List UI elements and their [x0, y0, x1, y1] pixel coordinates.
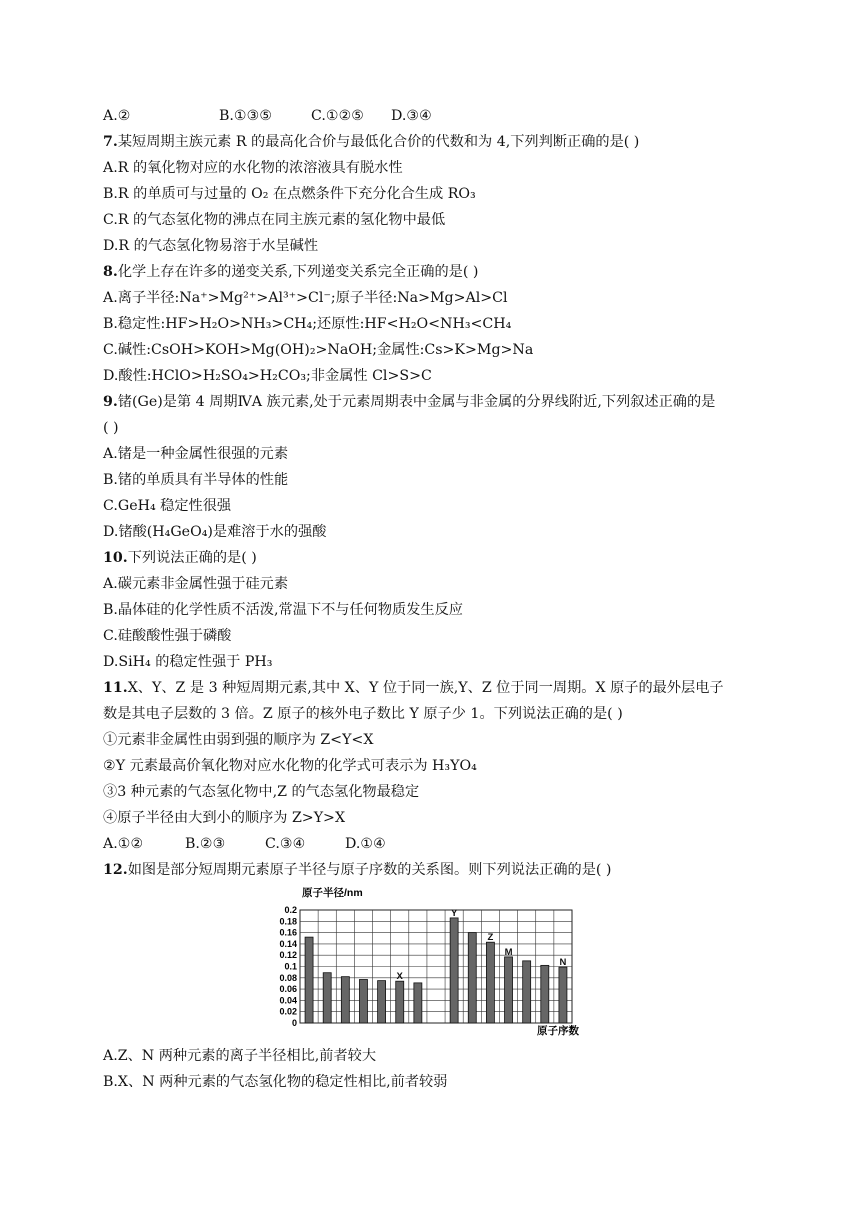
bar-label: Z — [487, 932, 494, 944]
q11-option-c: C.③④ — [265, 836, 306, 852]
q12-option-b: B.X、N 两种元素的气态氢化物的稳定性相比,前者较弱 — [103, 1074, 448, 1090]
q10-option-a: A.碳元素非金属性强于硅元素 — [103, 576, 289, 592]
q8-option-b: B.稳定性:HF>H₂O>NH₃>CH₄;还原性:HF<H₂O<NH₃<CH₄ — [103, 316, 512, 332]
q8-option-c: C.碱性:CsOH>KOH>Mg(OH)₂>NaOH;金属性:Cs>K>Mg>Na — [103, 342, 534, 358]
bar — [541, 965, 549, 1023]
question-number: 9. — [103, 394, 118, 410]
q10-option-c: C.硅酸酸性强于磷酸 — [103, 628, 232, 644]
q7-option-a: A.R 的氧化物对应的水化物的浓溶液具有脱水性 — [103, 160, 403, 176]
bar — [378, 981, 386, 1023]
question-number: 10. — [103, 550, 128, 566]
bar — [396, 981, 404, 1023]
q10-option-b: B.晶体硅的化学性质不活泼,常温下不与任何物质发生反应 — [103, 602, 463, 618]
bar-label: M — [504, 946, 513, 958]
q7-option-c: C.R 的气态氢化物的沸点在同主族元素的氢化物中最低 — [103, 212, 446, 228]
q9-option-d: D.锗酸(H₄GeO₄)是难溶于水的强酸 — [103, 524, 327, 540]
question-number: 8. — [103, 264, 118, 280]
bar — [450, 918, 458, 1023]
q8-option-a: A.离子半径:Na⁺>Mg²⁺>Al³⁺>Cl⁻;原子半径:Na>Mg>Al>Cl — [103, 290, 508, 306]
y-tick-label: 0.12 — [279, 950, 297, 961]
bar-label: Y — [450, 907, 458, 919]
y-tick-label: 0 — [291, 1018, 297, 1028]
y-tick-label: 0.16 — [279, 927, 297, 938]
bar-label: N — [559, 957, 567, 969]
q9-option-c: C.GeH₄ 稳定性很强 — [103, 498, 232, 514]
q12-option-a: A.Z、N 两种元素的离子半径相比,前者较大 — [103, 1048, 377, 1064]
q11-stem-line2: 数是其电子层数的 3 倍。Z 原子的核外电子数比 Y 原子少 1。下列说法正确的是( ) — [103, 706, 623, 722]
q7-stem — [103, 132, 639, 152]
y-tick-label: 0.02 — [279, 1006, 297, 1017]
question-text: 某短周期主族元素 R 的最高化合价与最低化合价的代数和为 4,下列判断正确的是( ) — [117, 134, 640, 150]
q7-option-d: D.R 的气态氢化物易溶于水呈碱性 — [103, 238, 319, 254]
bar — [523, 961, 531, 1023]
chart-bars — [305, 918, 567, 1023]
x-axis-label: 原子序数 — [537, 1025, 579, 1037]
q9-option-a: A.锗是一种金属性很强的元素 — [103, 446, 289, 462]
q11-option-b: B.②③ — [185, 836, 226, 852]
question-number: 12. — [103, 862, 128, 878]
q11-statement-2: ②Y 元素最高价氧化物对应水化物的化学式可表示为 H₃YO₄ — [103, 758, 477, 774]
q6-option-b: B.①③⑤ — [219, 108, 273, 124]
atomic-radius-chart — [262, 885, 602, 1040]
y-tick-label: 0.14 — [279, 938, 297, 949]
chart-grid — [300, 907, 572, 1023]
bar — [323, 973, 331, 1023]
q11-option-a: A.①② — [103, 836, 144, 852]
q11-options — [103, 834, 386, 854]
q8-option-d: D.酸性:HClO>H₂SO₄>H₂CO₃;非金属性 Cl>S>C — [103, 368, 432, 384]
q9-stem — [103, 392, 715, 412]
question-text: 化学上存在许多的递变关系,下列递变关系完全正确的是( ) — [117, 264, 479, 280]
q8-stem — [103, 262, 478, 282]
y-axis-ticks — [279, 905, 297, 1028]
y-tick-label: 0.04 — [279, 995, 297, 1006]
q7-option-b: B.R 的单质可与过量的 O₂ 在点燃条件下充分化合生成 RO₃ — [103, 186, 476, 202]
q12-stem — [103, 860, 611, 880]
bar — [468, 933, 476, 1023]
bar-label: X — [396, 971, 403, 983]
q6-option-a: A.② — [103, 108, 131, 124]
q11-statement-1: ①元素非金属性由弱到强的顺序为 Z<Y<X — [103, 732, 374, 748]
question-text: 下列说法正确的是( ) — [127, 550, 257, 566]
y-tick-label: 0.1 — [284, 961, 297, 972]
q6-options — [103, 106, 432, 126]
y-tick-label: 0.06 — [279, 984, 297, 995]
question-text: X、Y、Z 是 3 种短周期元素,其中 X、Y 位于同一族,Y、Z 位于同一周期。X 原子的最外层电子 — [127, 680, 724, 696]
q6-option-d: D.③④ — [391, 108, 432, 124]
question-number: 11. — [103, 680, 128, 696]
q9-paren: ( ) — [103, 420, 119, 436]
y-tick-label: 0.18 — [279, 916, 297, 927]
question-number: 7. — [103, 134, 118, 150]
bar — [359, 979, 367, 1023]
bar — [305, 937, 313, 1023]
y-axis-label: 原子半径/nm — [302, 887, 363, 899]
q11-statement-4: ④原子半径由大到小的顺序为 Z>Y>X — [103, 810, 346, 826]
q11-statement-3: ③3 种元素的气态氢化物中,Z 的气态氢化物最稳定 — [103, 784, 420, 800]
q10-stem — [103, 548, 257, 568]
bar — [414, 983, 422, 1023]
bar — [341, 977, 349, 1023]
q10-option-d: D.SiH₄ 的稳定性强于 PH₃ — [103, 654, 273, 670]
q11-option-d: D.①④ — [345, 836, 386, 852]
bar — [505, 957, 513, 1023]
bar — [486, 942, 494, 1023]
question-text: 如图是部分短周期元素原子半径与原子序数的关系图。则下列说法正确的是( ) — [127, 862, 612, 878]
q9-option-b: B.锗的单质具有半导体的性能 — [103, 472, 289, 488]
y-tick-label: 0.2 — [284, 905, 297, 915]
q6-option-c: C.①②⑤ — [311, 108, 365, 124]
q11-stem-line1 — [103, 678, 724, 698]
question-text: 锗(Ge)是第 4 周期ⅣA 族元素,处于元素周期表中金属与非金属的分界线附近,下列叙述正确的是 — [117, 394, 716, 410]
y-tick-label: 0.08 — [279, 972, 297, 983]
bar — [559, 967, 567, 1023]
